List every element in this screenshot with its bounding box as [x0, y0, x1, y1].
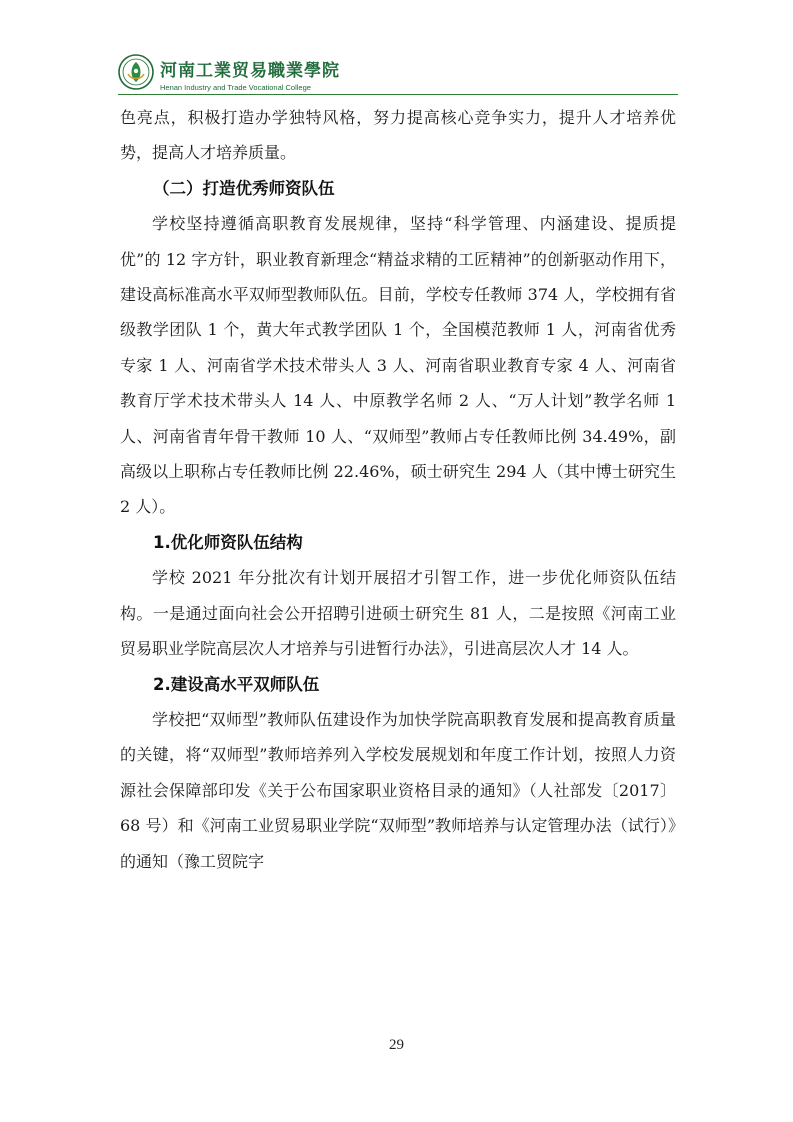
page-number: 29: [389, 1037, 404, 1053]
school-name-english: Henan Industry and Trade Vocational College: [160, 83, 311, 92]
body-paragraph: 学校 2021 年分批次有计划开展招才引智工作，进一步优化师资队伍结构。一是通过面向社会公开招聘引进硕士研究生 81 人，二是按照《河南工业贸易职业学院高层次人才培养与引进暂行办法》，引进高层次人才 14 人。: [120, 568, 676, 659]
subsection-heading-1: 1.优化师资队伍结构: [153, 532, 303, 552]
section-heading: （二）打造优秀师资队伍: [153, 178, 335, 198]
college-emblem-icon: [118, 54, 154, 90]
school-name-chinese: 河南工業贸易職業學院: [160, 61, 340, 81]
header-divider: [118, 94, 678, 95]
body-paragraph: 学校把“双师型”教师队伍建设作为加快学院高职教育发展和提高教育质量的关键，将“双师型”教师培养列入学校发展规划和年度工作计划，按照人力资源社会保障部印发《关于公布国家职业资格目录的通知》（人社部发〔2017〕68 号）和《河南工业贸易职业学院“双师型”教师培养与认定管理办法（试行）》的通知（豫工贸院字: [120, 709, 676, 871]
page-header: [118, 54, 678, 94]
subsection-heading-2: 2.建设高水平双师队伍: [153, 674, 320, 694]
body-paragraph: 学校坚持遵循高职教育发展规律，坚持“科学管理、内涵建设、提质提优”的 12 字方针，职业教育新理念“精益求精的工匠精神”的创新驱动作用下，建设高标准高水平双师型教师队伍。目前，学校专任教师 374 人，学校拥有省级教学团队 1 个，黄大年式教学团队 1 个，全国模范教师 1 人，河南省优秀专家 1 人、河南省学术技术带头人 3 人、河南省职业教育专家 4 人、河南省教育厅学术技术带头人 14 人、中原教学名师 2 人、“万人计划”教学名师 1 人、河南省青年骨干教师 10 人、“双师型”教师占专任教师比例 34.49%，副高级以上职称占专任教师比例 22.46%，硕士研究生 294 人（其中博士研究生 2 人）。: [120, 214, 676, 517]
page-body: [120, 100, 676, 879]
body-paragraph-continued: 色亮点，积极打造办学独特风格，努力提高核心竞争实力，提升人才培养优势，提高人才培养质量。: [120, 108, 676, 163]
header-text: [160, 56, 340, 92]
